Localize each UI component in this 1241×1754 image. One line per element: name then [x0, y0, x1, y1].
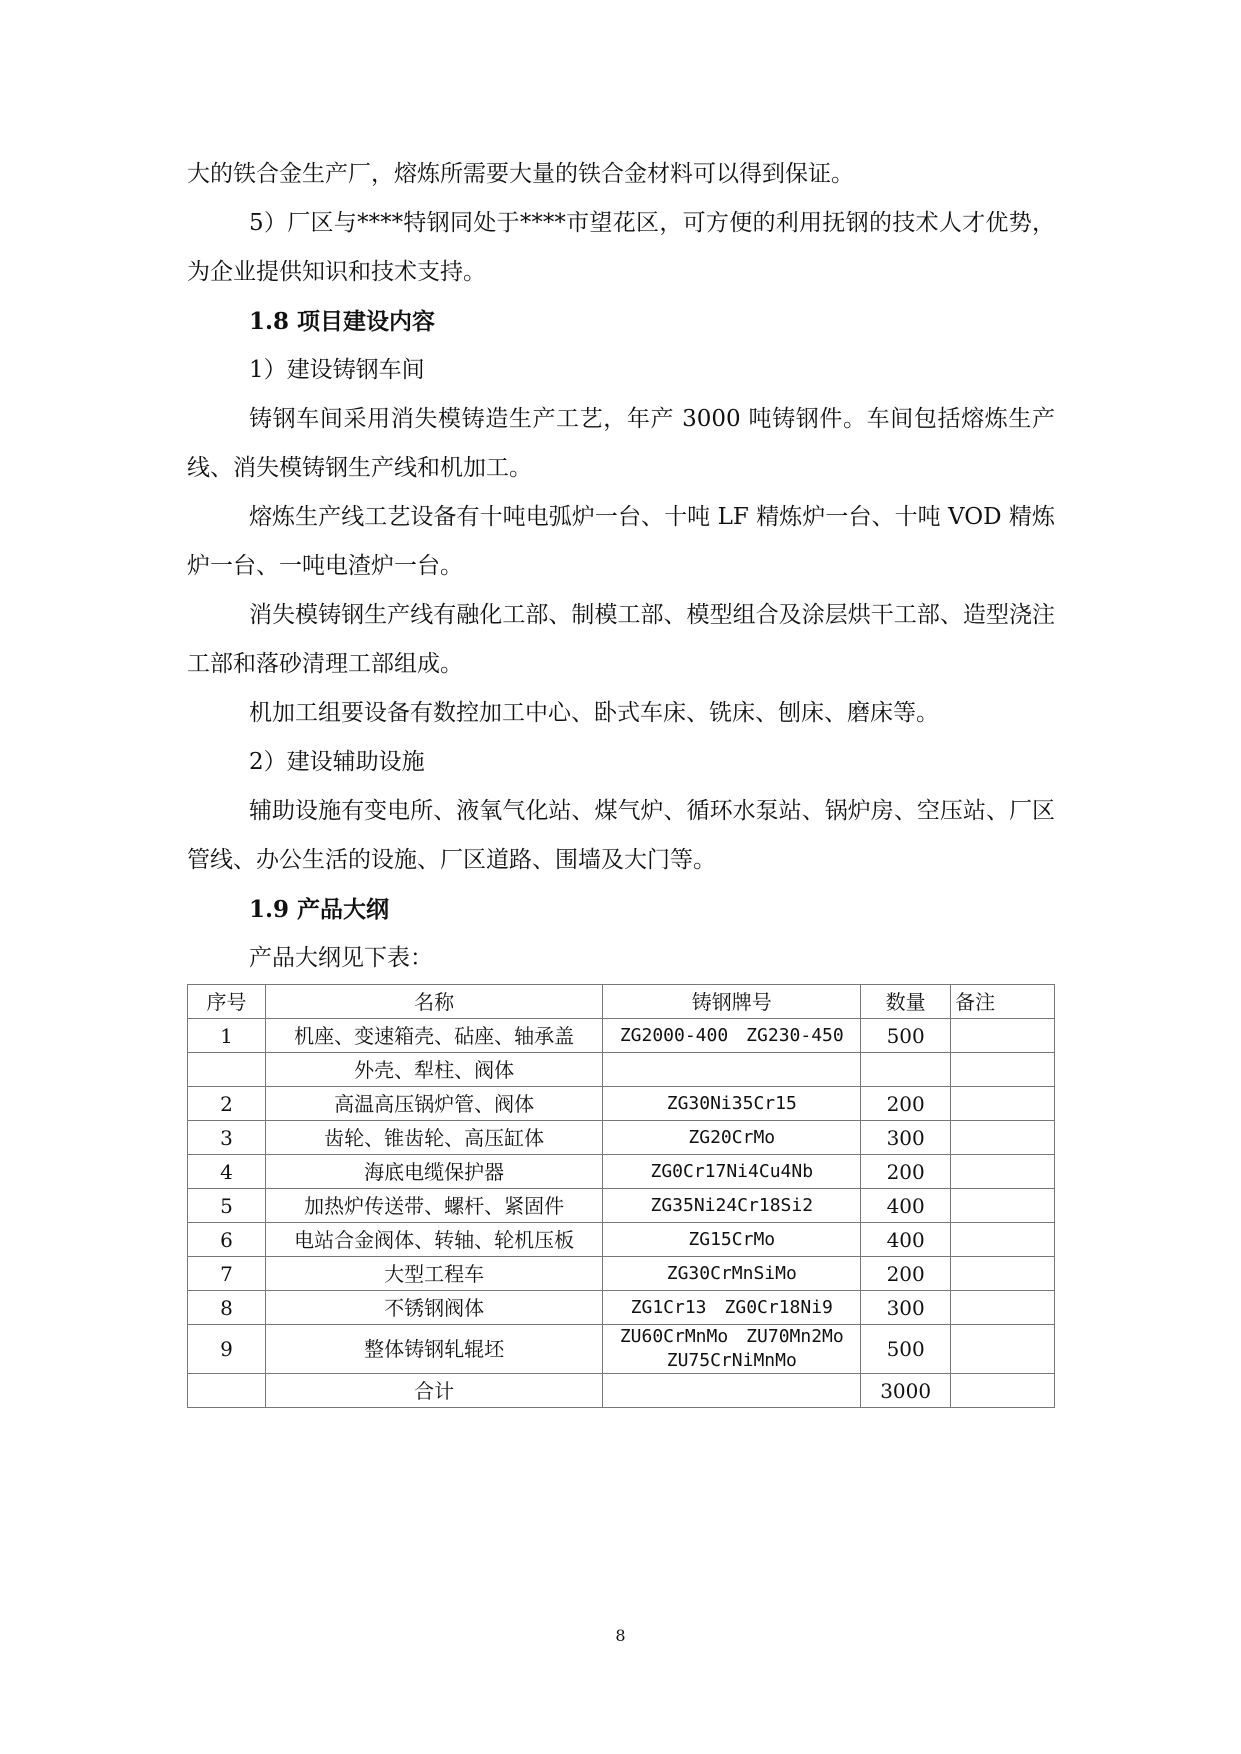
table-row	[188, 1291, 1055, 1325]
cell-name: 大型工程车	[265, 1257, 602, 1291]
cell-name: 高温高压锅炉管、阀体	[265, 1087, 602, 1121]
table-row	[188, 1053, 1055, 1087]
cell-name: 外壳、犁柱、阀体	[265, 1053, 602, 1087]
cell-grade: ZG2000-400 ZG230-450	[603, 1019, 861, 1053]
cell-note	[951, 1053, 1055, 1087]
cell-no: 6	[188, 1223, 266, 1257]
cell-no	[188, 1053, 266, 1087]
cell-grade: ZG1Cr13 ZG0Cr18Ni9	[603, 1291, 861, 1325]
grade-line: ZU60CrMnMo ZU70Mn2Mo	[619, 1326, 844, 1347]
table-header-row	[188, 985, 1055, 1019]
cell-note	[951, 1121, 1055, 1155]
table-row	[188, 1325, 1055, 1374]
section-heading-1-9: 1.9 产品大纲	[249, 896, 390, 923]
page-number: 8	[615, 1626, 626, 1645]
cell-no: 2	[188, 1087, 266, 1121]
table-row	[188, 1087, 1055, 1121]
cell-no: 5	[188, 1189, 266, 1223]
cell-grade: ZG35Ni24Cr18Si2	[603, 1189, 861, 1223]
paragraph: 辅助设施有变电所、液氧气化站、煤气炉、循环水泵站、锅炉房、空压站、厂区管线、办公生活的设施、厂区道路、围墙及大门等。	[187, 798, 1055, 873]
header-cell: 数量	[861, 985, 951, 1019]
cell-note	[951, 1019, 1055, 1053]
cell-no	[188, 1374, 266, 1408]
header-cell: 名称	[265, 985, 602, 1019]
paragraph: 2）建设辅助设施	[249, 749, 425, 775]
cell-qty: 200	[861, 1087, 951, 1121]
cell-note	[951, 1155, 1055, 1189]
cell-grade	[603, 1374, 861, 1408]
cell-note	[951, 1374, 1055, 1408]
cell-note	[951, 1325, 1055, 1374]
cell-note	[951, 1087, 1055, 1121]
paragraph: 产品大纲见下表：	[249, 945, 433, 971]
cell-name: 电站合金阀体、转轴、轮机压板	[265, 1223, 602, 1257]
header-cell: 铸钢牌号	[603, 985, 861, 1019]
cell-no: 3	[188, 1121, 266, 1155]
cell-grade: ZG30Ni35Cr15	[603, 1087, 861, 1121]
cell-name: 海底电缆保护器	[265, 1155, 602, 1189]
table-row	[188, 1155, 1055, 1189]
total-qty: 3000	[861, 1374, 951, 1408]
paragraph: 消失模铸钢生产线有融化工部、制模工部、模型组合及涂层烘干工部、造型浇注工部和落砂清理工部组成。	[187, 602, 1055, 677]
cell-grade	[603, 1325, 861, 1374]
product-outline-table	[187, 984, 1055, 1408]
cell-note	[951, 1257, 1055, 1291]
cell-note	[951, 1189, 1055, 1223]
table-row	[188, 1189, 1055, 1223]
body-text	[187, 150, 1055, 983]
cell-no: 9	[188, 1325, 266, 1374]
cell-no: 4	[188, 1155, 266, 1189]
cell-qty: 200	[861, 1155, 951, 1189]
cell-name: 不锈钢阀体	[265, 1291, 602, 1325]
header-cell: 备注	[951, 985, 1055, 1019]
cell-name: 机座、变速箱壳、砧座、轴承盖	[265, 1019, 602, 1053]
paragraph: 机加工组要设备有数控加工中心、卧式车床、铣床、刨床、磨床等。	[249, 700, 939, 726]
cell-no: 8	[188, 1291, 266, 1325]
table-row	[188, 1257, 1055, 1291]
cell-no: 1	[188, 1019, 266, 1053]
cell-name: 齿轮、锥齿轮、高压缸体	[265, 1121, 602, 1155]
table-row	[188, 1223, 1055, 1257]
table-row	[188, 1019, 1055, 1053]
table-total-row	[188, 1374, 1055, 1408]
cell-qty: 500	[861, 1019, 951, 1053]
cell-note	[951, 1291, 1055, 1325]
header-cell: 序号	[188, 985, 266, 1019]
section-heading-1-8: 1.8 项目建设内容	[249, 308, 436, 335]
grade-line: ZU75CrNiMnMo	[666, 1350, 797, 1371]
cell-grade: ZG30CrMnSiMo	[603, 1257, 861, 1291]
paragraph: 熔炼生产线工艺设备有十吨电弧炉一台、十吨 LF 精炼炉一台、十吨 VOD 精炼炉一台、一吨电渣炉一台。	[187, 504, 1055, 579]
cell-qty: 400	[861, 1189, 951, 1223]
cell-name: 整体铸钢轧辊坯	[265, 1325, 602, 1374]
paragraph: 大的铁合金生产厂，熔炼所需要大量的铁合金材料可以得到保证。	[187, 161, 854, 187]
paragraph: 铸钢车间采用消失模铸造生产工艺，年产 3000 吨铸钢件。车间包括熔炼生产线、消失模铸钢生产线和机加工。	[187, 406, 1055, 481]
cell-qty: 500	[861, 1325, 951, 1374]
cell-grade: ZG15CrMo	[603, 1223, 861, 1257]
cell-grade: ZG20CrMo	[603, 1121, 861, 1155]
cell-grade	[603, 1053, 861, 1087]
cell-name: 加热炉传送带、螺杆、紧固件	[265, 1189, 602, 1223]
cell-grade: ZG0Cr17Ni4Cu4Nb	[603, 1155, 861, 1189]
cell-qty: 400	[861, 1223, 951, 1257]
table-row	[188, 1121, 1055, 1155]
cell-qty: 300	[861, 1291, 951, 1325]
cell-no: 7	[188, 1257, 266, 1291]
cell-qty: 200	[861, 1257, 951, 1291]
cell-qty: 300	[861, 1121, 951, 1155]
total-label: 合计	[265, 1374, 602, 1408]
paragraph: 5）厂区与****特钢同处于****市望花区，可方便的利用抚钢的技术人才优势，为企业提供知识和技术支持。	[187, 210, 1055, 285]
paragraph: 1）建设铸钢车间	[249, 357, 425, 383]
cell-note	[951, 1223, 1055, 1257]
cell-qty	[861, 1053, 951, 1087]
